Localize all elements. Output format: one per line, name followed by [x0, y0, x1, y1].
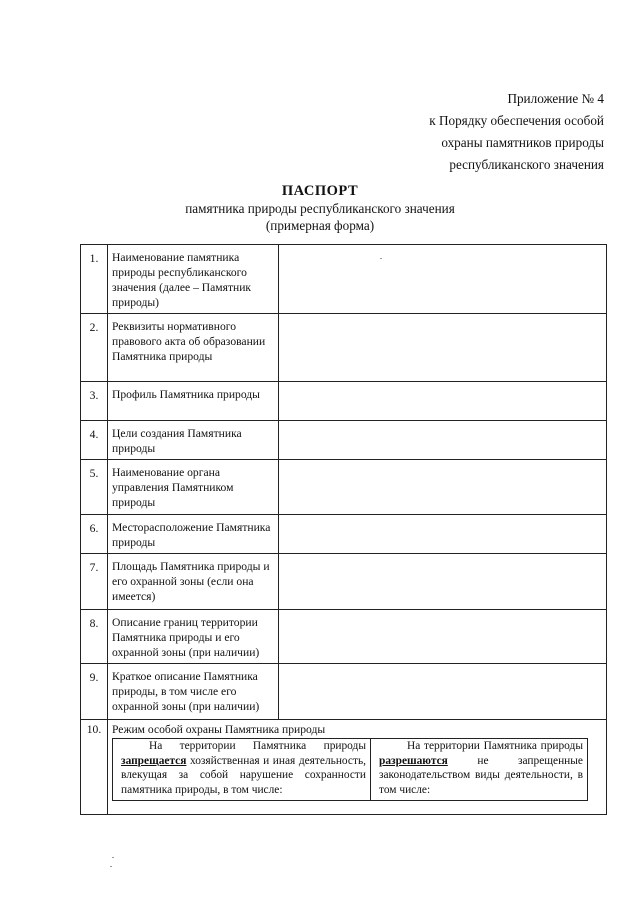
document-title: ПАСПОРТ [281, 183, 359, 199]
table-row-regime [81, 720, 607, 815]
row-label: Площадь Памятника природы и его охранной зоны (если она имеется) [108, 554, 279, 610]
row-label: Профиль Памятника природы [108, 382, 279, 421]
table-row [81, 421, 607, 460]
prohibited-prefix: На территории Памятника природы [149, 740, 366, 752]
subtitle-line-2: (примерная форма) [265, 218, 375, 233]
row-value-cell[interactable] [279, 460, 607, 515]
row-number: 6. [81, 515, 108, 554]
permitted-keyword: разрешаются [379, 754, 448, 767]
prohibited-text: хозяйственная и иная деятельность, влекущая за собой нарушение сохранности памятника природы, в том числе: [121, 754, 366, 796]
passport-table [80, 244, 607, 815]
row-label: Наименование органа управления Памятником природы [108, 460, 279, 515]
appendix-header [354, 88, 604, 176]
scan-speck [380, 258, 382, 259]
prohibited-keyword: запрещается [121, 754, 187, 767]
row-number: 7. [81, 554, 108, 610]
row-value-cell[interactable] [279, 245, 607, 314]
table-row [81, 664, 607, 720]
row-label: Краткое описание Памятника природы, в том числе его охранной зоны (при наличии) [108, 664, 279, 720]
table-row [81, 515, 607, 554]
regime-title: Режим особой охраны Памятника природы [112, 723, 326, 736]
row-value-cell[interactable] [279, 515, 607, 554]
scan-speck [110, 866, 112, 867]
appendix-line-2: к Порядку обеспечения особой [429, 113, 604, 128]
table-row [81, 460, 607, 515]
row-value-cell[interactable] [279, 610, 607, 664]
row-value-cell[interactable] [279, 314, 607, 382]
row-label: Наименование памятника природы республиканского значения (далее – Памятник природы) [108, 245, 279, 314]
row-label: Описание границ территории Памятника природы и его охранной зоны (при наличии) [108, 610, 279, 664]
scan-speck [112, 857, 114, 858]
permitted-text: не запрещенные законодательством виды деятельности, в том числе: [379, 754, 583, 796]
permitted-prefix: На территории Памятника природы [407, 740, 583, 752]
row-label: Месторасположение Памятника природы [108, 515, 279, 554]
row-number: 5. [81, 460, 108, 515]
appendix-line-1: Приложение № 4 [507, 91, 604, 106]
regime-cell [108, 720, 607, 815]
row-value-cell[interactable] [279, 554, 607, 610]
table-row [81, 245, 607, 314]
subtitle-line-1: памятника природы республиканского значения [185, 201, 455, 216]
row-number: 3. [81, 382, 108, 421]
document-subtitle [0, 200, 640, 234]
row-value-cell[interactable] [279, 421, 607, 460]
row-number: 10. [81, 720, 108, 815]
table-row [81, 382, 607, 421]
row-number: 2. [81, 314, 108, 382]
row-number: 8. [81, 610, 108, 664]
appendix-line-3: охраны памятников природы [441, 135, 604, 150]
table-row [81, 554, 607, 610]
row-value-cell[interactable] [279, 382, 607, 421]
row-label: Цели создания Памятника природы [108, 421, 279, 460]
row-number: 1. [81, 245, 108, 314]
table-row [81, 314, 607, 382]
table-row [81, 610, 607, 664]
row-value-cell[interactable] [279, 664, 607, 720]
prohibited-cell[interactable] [113, 739, 371, 801]
row-number: 9. [81, 664, 108, 720]
regime-table [112, 738, 588, 801]
row-number: 4. [81, 421, 108, 460]
appendix-line-4: республиканского значения [449, 157, 604, 172]
row-label: Реквизиты нормативного правового акта об образовании Памятника природы [108, 314, 279, 382]
permitted-cell[interactable] [371, 739, 588, 801]
